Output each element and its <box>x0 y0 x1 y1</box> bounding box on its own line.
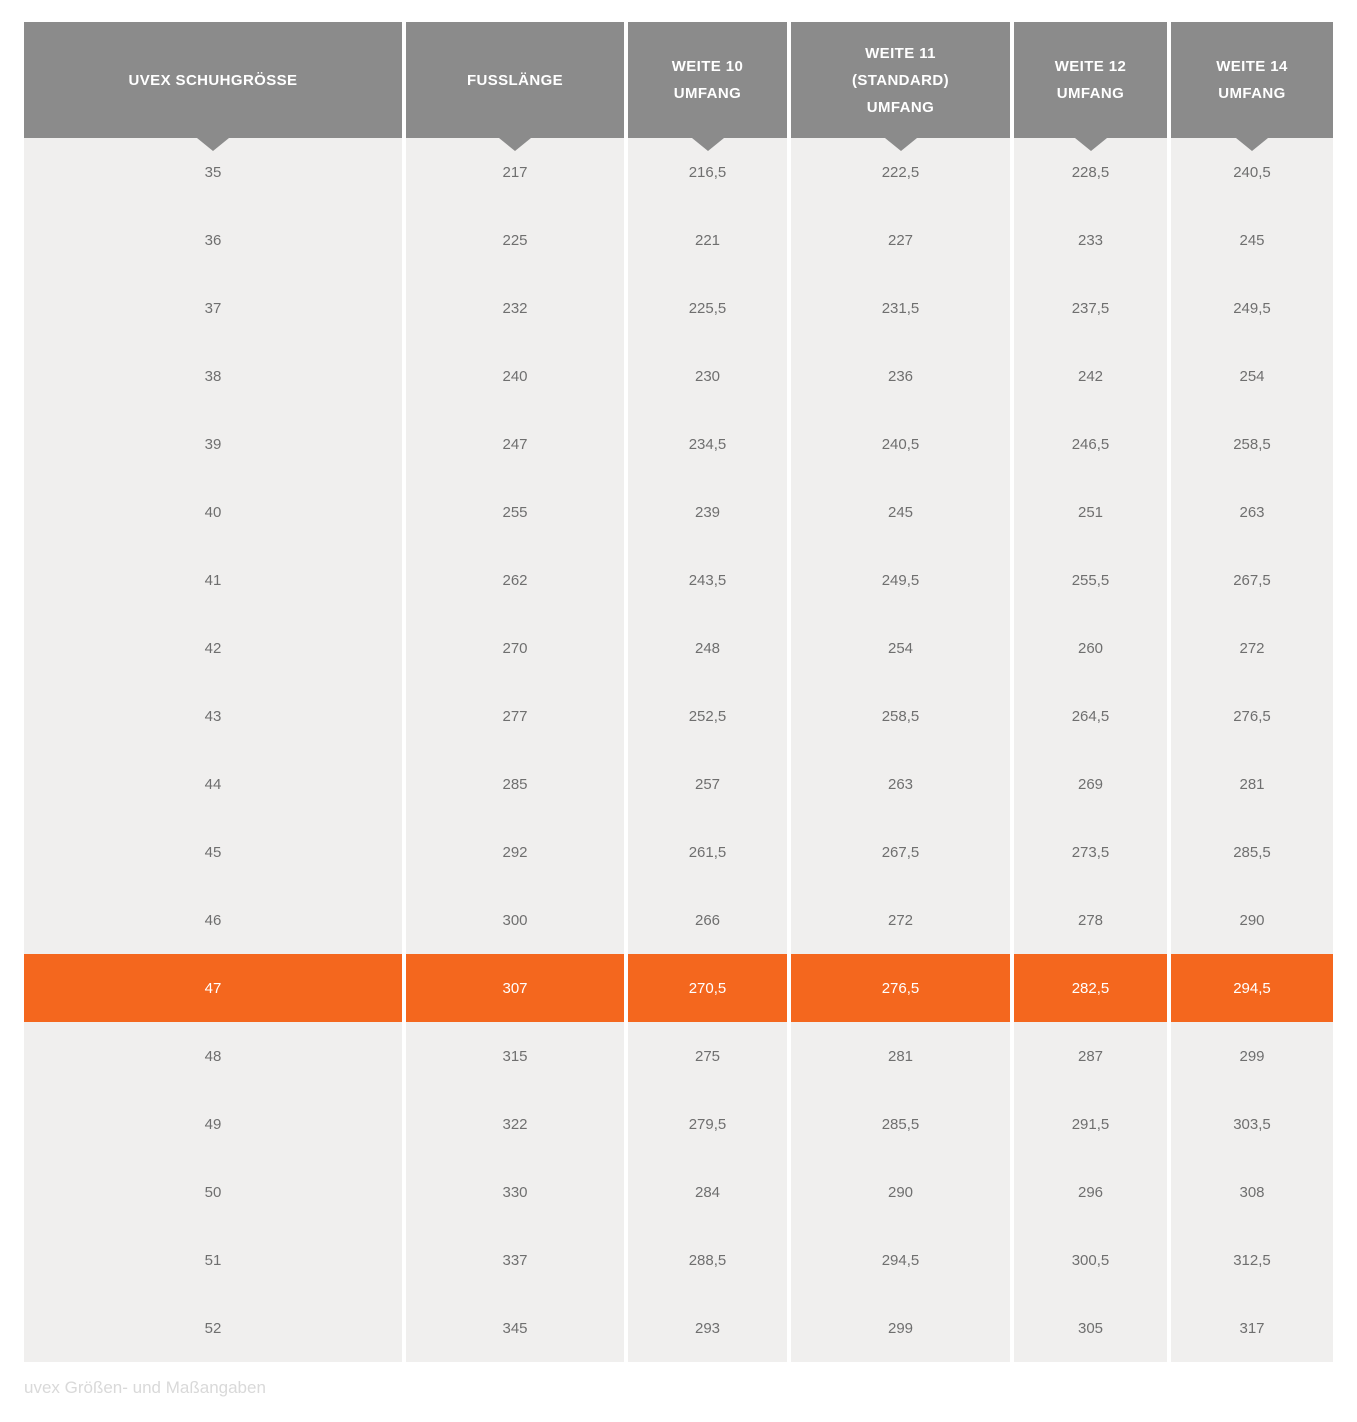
header-label-line: UMFANG <box>673 85 742 102</box>
value-cell: 228,5 <box>1014 138 1167 206</box>
value-cell: 254 <box>791 614 1010 682</box>
value-cell: 294,5 <box>791 1226 1010 1294</box>
value-cell: 221 <box>628 206 787 274</box>
value-cell: 322 <box>406 1090 624 1158</box>
header-cell-3 <box>791 22 1010 138</box>
value-cell: 217 <box>406 138 624 206</box>
value-cell: 245 <box>1171 206 1333 274</box>
header-cell-2 <box>628 22 787 138</box>
value-cell: 281 <box>791 1022 1010 1090</box>
header-label-line: UVEX SCHUHGRÖSSE <box>128 71 298 89</box>
value-cell: 258,5 <box>791 682 1010 750</box>
value-cell: 273,5 <box>1014 818 1167 886</box>
value-cell: 276,5 <box>791 954 1010 1022</box>
value-cell: 345 <box>406 1294 624 1362</box>
value-cell: 284 <box>628 1158 787 1226</box>
value-cell: 240,5 <box>791 410 1010 478</box>
size-cell: 50 <box>24 1158 402 1226</box>
size-cell: 47 <box>24 954 402 1022</box>
value-cell: 278 <box>1014 886 1167 954</box>
size-cell: 38 <box>24 342 402 410</box>
header-pointer-down-icon <box>885 138 917 151</box>
value-cell: 249,5 <box>1171 274 1333 342</box>
value-cell: 216,5 <box>628 138 787 206</box>
table-caption: uvex Größen- und Maßangaben <box>24 1378 266 1397</box>
value-cell: 312,5 <box>1171 1226 1333 1294</box>
value-cell: 245 <box>791 478 1010 546</box>
value-cell: 267,5 <box>1171 546 1333 614</box>
header-pointer-down-icon <box>1236 138 1268 151</box>
value-cell: 242 <box>1014 342 1167 410</box>
value-cell: 270,5 <box>628 954 787 1022</box>
value-cell: 305 <box>1014 1294 1167 1362</box>
size-cell: 36 <box>24 206 402 274</box>
value-cell: 227 <box>791 206 1010 274</box>
header-cell-0 <box>24 22 402 138</box>
value-cell: 251 <box>1014 478 1167 546</box>
size-cell: 45 <box>24 818 402 886</box>
value-cell: 243,5 <box>628 546 787 614</box>
value-cell: 330 <box>406 1158 624 1226</box>
value-cell: 293 <box>628 1294 787 1362</box>
value-cell: 281 <box>1171 750 1333 818</box>
value-cell: 269 <box>1014 750 1167 818</box>
value-cell: 317 <box>1171 1294 1333 1362</box>
value-cell: 234,5 <box>628 410 787 478</box>
size-cell: 39 <box>24 410 402 478</box>
size-cell: 52 <box>24 1294 402 1362</box>
value-cell: 225 <box>406 206 624 274</box>
value-cell: 240 <box>406 342 624 410</box>
value-cell: 231,5 <box>791 274 1010 342</box>
size-cell: 44 <box>24 750 402 818</box>
value-cell: 288,5 <box>628 1226 787 1294</box>
header-label-line: WEITE 11 <box>865 44 936 62</box>
size-table-grid <box>24 22 1333 1362</box>
value-cell: 237,5 <box>1014 274 1167 342</box>
value-cell: 291,5 <box>1014 1090 1167 1158</box>
value-cell: 260 <box>1014 614 1167 682</box>
value-cell: 272 <box>791 886 1010 954</box>
header-pointer-down-icon <box>197 138 229 151</box>
value-cell: 303,5 <box>1171 1090 1333 1158</box>
value-cell: 315 <box>406 1022 624 1090</box>
header-label-line: WEITE 12 <box>1054 58 1127 75</box>
size-table <box>24 22 1333 1398</box>
size-cell: 35 <box>24 138 402 206</box>
header-label-line: (STANDARD) <box>851 71 950 89</box>
value-cell: 307 <box>406 954 624 1022</box>
value-cell: 225,5 <box>628 274 787 342</box>
value-cell: 282,5 <box>1014 954 1167 1022</box>
value-cell: 296 <box>1014 1158 1167 1226</box>
value-cell: 290 <box>1171 886 1333 954</box>
value-cell: 299 <box>791 1294 1010 1362</box>
size-cell: 37 <box>24 274 402 342</box>
value-cell: 285 <box>406 750 624 818</box>
header-label-line: WEITE 10 <box>671 58 744 75</box>
value-cell: 240,5 <box>1171 138 1333 206</box>
value-cell: 294,5 <box>1171 954 1333 1022</box>
size-cell: 49 <box>24 1090 402 1158</box>
value-cell: 232 <box>406 274 624 342</box>
value-cell: 285,5 <box>791 1090 1010 1158</box>
value-cell: 248 <box>628 614 787 682</box>
value-cell: 264,5 <box>1014 682 1167 750</box>
value-cell: 279,5 <box>628 1090 787 1158</box>
value-cell: 275 <box>628 1022 787 1090</box>
value-cell: 262 <box>406 546 624 614</box>
value-cell: 257 <box>628 750 787 818</box>
header-label-line: UMFANG <box>1056 85 1125 102</box>
value-cell: 261,5 <box>628 818 787 886</box>
value-cell: 270 <box>406 614 624 682</box>
value-cell: 299 <box>1171 1022 1333 1090</box>
value-cell: 249,5 <box>791 546 1010 614</box>
value-cell: 258,5 <box>1171 410 1333 478</box>
header-pointer-down-icon <box>692 138 724 151</box>
value-cell: 263 <box>791 750 1010 818</box>
header-label-line: FUSSLÄNGE <box>466 71 564 89</box>
value-cell: 290 <box>791 1158 1010 1226</box>
size-cell: 42 <box>24 614 402 682</box>
header-label-line: UMFANG <box>1218 85 1286 102</box>
header-pointer-down-icon <box>499 138 531 151</box>
header-label-line: WEITE 14 <box>1216 58 1288 75</box>
value-cell: 300,5 <box>1014 1226 1167 1294</box>
size-cell: 48 <box>24 1022 402 1090</box>
value-cell: 287 <box>1014 1022 1167 1090</box>
size-cell: 43 <box>24 682 402 750</box>
value-cell: 236 <box>791 342 1010 410</box>
value-cell: 308 <box>1171 1158 1333 1226</box>
value-cell: 300 <box>406 886 624 954</box>
value-cell: 292 <box>406 818 624 886</box>
value-cell: 233 <box>1014 206 1167 274</box>
value-cell: 239 <box>628 478 787 546</box>
value-cell: 337 <box>406 1226 624 1294</box>
value-cell: 267,5 <box>791 818 1010 886</box>
header-cell-1 <box>406 22 624 138</box>
value-cell: 276,5 <box>1171 682 1333 750</box>
header-pointer-down-icon <box>1075 138 1107 151</box>
value-cell: 277 <box>406 682 624 750</box>
value-cell: 272 <box>1171 614 1333 682</box>
value-cell: 230 <box>628 342 787 410</box>
size-cell: 40 <box>24 478 402 546</box>
size-cell: 51 <box>24 1226 402 1294</box>
value-cell: 246,5 <box>1014 410 1167 478</box>
value-cell: 252,5 <box>628 682 787 750</box>
value-cell: 247 <box>406 410 624 478</box>
value-cell: 285,5 <box>1171 818 1333 886</box>
header-cell-5 <box>1171 22 1333 138</box>
value-cell: 263 <box>1171 478 1333 546</box>
value-cell: 254 <box>1171 342 1333 410</box>
value-cell: 255,5 <box>1014 546 1167 614</box>
header-label-line: UMFANG <box>866 98 935 116</box>
value-cell: 222,5 <box>791 138 1010 206</box>
size-cell: 46 <box>24 886 402 954</box>
size-cell: 41 <box>24 546 402 614</box>
value-cell: 266 <box>628 886 787 954</box>
value-cell: 255 <box>406 478 624 546</box>
header-cell-4 <box>1014 22 1167 138</box>
